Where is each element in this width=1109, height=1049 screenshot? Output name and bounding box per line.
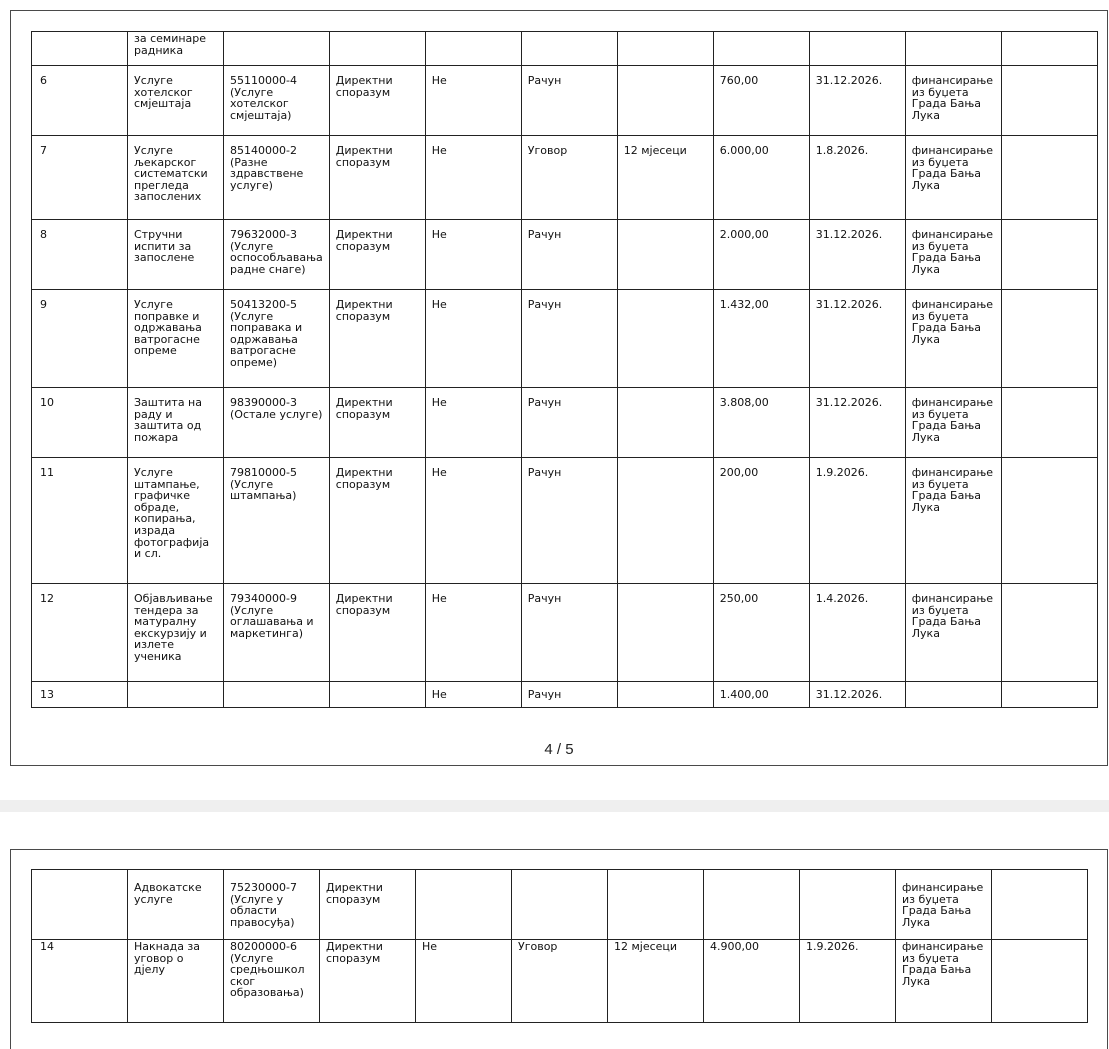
cell-split-lots: Не xyxy=(425,682,521,708)
cell-estimated-value: 1.432,00 xyxy=(713,290,809,388)
cell-cpv-code: 80200000-6 (Услуге средњошкол ског образовања) xyxy=(224,940,320,1023)
cell-funding-source xyxy=(905,682,1001,708)
cell-funding-source: финансирање из буџета Града Бања Лука xyxy=(905,584,1001,682)
cell-note xyxy=(1001,388,1097,458)
cell-contract-type xyxy=(512,870,608,940)
cell-contract-type: Уговор xyxy=(512,940,608,1023)
table-row xyxy=(32,290,1098,388)
cell-funding-source: финансирање из буџета Града Бања Лука xyxy=(905,388,1001,458)
cell-estimated-value: 3.808,00 xyxy=(713,388,809,458)
cell-date: 31.12.2026. xyxy=(809,66,905,136)
cell-contract-type: Рачун xyxy=(521,584,617,682)
cell-note xyxy=(1001,32,1097,66)
document-page-4 xyxy=(10,10,1108,766)
cell-date xyxy=(809,32,905,66)
cell-date: 31.12.2026. xyxy=(809,388,905,458)
cell-duration xyxy=(617,32,713,66)
cell-row-number: 11 xyxy=(32,458,128,584)
table-row xyxy=(32,32,1098,66)
cell-estimated-value: 760,00 xyxy=(713,66,809,136)
cell-funding-source: финансирање из буџета Града Бања Лука xyxy=(905,290,1001,388)
page-number: 4 / 5 xyxy=(544,741,574,758)
cell-funding-source: финансирање из буџета Града Бања Лука xyxy=(905,136,1001,220)
table-row xyxy=(32,870,1088,940)
cell-procedure xyxy=(329,32,425,66)
cell-date: 31.12.2026. xyxy=(809,290,905,388)
cell-duration xyxy=(617,458,713,584)
cell-contract-type: Уговор xyxy=(521,136,617,220)
cell-procedure: Директни споразум xyxy=(329,136,425,220)
cell-duration xyxy=(617,66,713,136)
cell-row-number: 13 xyxy=(32,682,128,708)
cell-split-lots xyxy=(425,32,521,66)
table-row xyxy=(32,220,1098,290)
cell-date: 1.9.2026. xyxy=(800,940,896,1023)
cell-duration xyxy=(608,870,704,940)
page-separator xyxy=(0,800,1109,812)
cell-cpv-code: 79810000-5 (Услуге штампања) xyxy=(224,458,330,584)
cell-duration xyxy=(617,388,713,458)
cell-contract-type: Рачун xyxy=(521,290,617,388)
cell-subject xyxy=(128,682,224,708)
cell-split-lots: Не xyxy=(425,290,521,388)
cell-cpv-code: 50413200-5 (Услуге поправака и одржавања ватрогасне опреме) xyxy=(224,290,330,388)
cell-note xyxy=(1001,682,1097,708)
cell-contract-type: Рачун xyxy=(521,220,617,290)
cell-note xyxy=(1001,458,1097,584)
cell-funding-source: финансирање из буџета Града Бања Лука xyxy=(905,220,1001,290)
cell-contract-type: Рачун xyxy=(521,682,617,708)
cell-split-lots: Не xyxy=(425,220,521,290)
cell-subject: за семинаре радника xyxy=(128,32,224,66)
cell-funding-source xyxy=(905,32,1001,66)
cell-subject: Заштита на раду и заштита од пожара xyxy=(128,388,224,458)
table-row xyxy=(32,388,1098,458)
cell-subject: Објављивање тендера за матуралну екскурзију и излете ученика xyxy=(128,584,224,682)
cell-procedure: Директни споразум xyxy=(329,220,425,290)
cell-date: 31.12.2026. xyxy=(809,682,905,708)
cell-cpv-code: 55110000-4 (Услуге хотелског смјештаја) xyxy=(224,66,330,136)
cell-cpv-code: 85140000-2 (Разне здравствене услуге) xyxy=(224,136,330,220)
procurement-table-page-5 xyxy=(31,869,1088,1023)
cell-procedure: Директни споразум xyxy=(329,458,425,584)
cell-row-number xyxy=(32,870,128,940)
cell-duration xyxy=(617,290,713,388)
cell-procedure: Директни споразум xyxy=(329,290,425,388)
cell-row-number: 10 xyxy=(32,388,128,458)
cell-row-number xyxy=(32,32,128,66)
cell-row-number: 7 xyxy=(32,136,128,220)
table-row xyxy=(32,584,1098,682)
cell-duration: 12 мјесеци xyxy=(617,136,713,220)
cell-subject: Стручни испити за запослене xyxy=(128,220,224,290)
cell-duration: 12 мјесеци xyxy=(608,940,704,1023)
cell-funding-source: финансирање из буџета Града Бања Лука xyxy=(905,66,1001,136)
cell-row-number: 6 xyxy=(32,66,128,136)
cell-contract-type xyxy=(521,32,617,66)
cell-estimated-value: 250,00 xyxy=(713,584,809,682)
cell-note xyxy=(1001,290,1097,388)
cell-subject: Накнада за уговор о дјелу xyxy=(128,940,224,1023)
cell-cpv-code: 98390000-3 (Остале услуге) xyxy=(224,388,330,458)
cell-split-lots: Не xyxy=(425,584,521,682)
cell-procedure xyxy=(329,682,425,708)
cell-estimated-value: 200,00 xyxy=(713,458,809,584)
cell-split-lots: Не xyxy=(425,458,521,584)
cell-subject: Услуге штампање, графичке обраде, копирања, израда фотографија и сл. xyxy=(128,458,224,584)
cell-row-number: 9 xyxy=(32,290,128,388)
cell-split-lots: Не xyxy=(425,66,521,136)
cell-procedure: Директни споразум xyxy=(329,66,425,136)
table-row xyxy=(32,940,1088,1023)
cell-cpv-code xyxy=(224,682,330,708)
table-row xyxy=(32,136,1098,220)
cell-note xyxy=(1001,584,1097,682)
cell-funding-source: финансирање из буџета Града Бања Лука xyxy=(896,870,992,940)
cell-subject: Услуге поправке и одржавања ватрогасне опреме xyxy=(128,290,224,388)
cell-note xyxy=(992,940,1088,1023)
table-row xyxy=(32,458,1098,584)
cell-estimated-value: 6.000,00 xyxy=(713,136,809,220)
cell-date: 31.12.2026. xyxy=(809,220,905,290)
cell-estimated-value xyxy=(713,32,809,66)
cell-estimated-value: 1.400,00 xyxy=(713,682,809,708)
cell-subject: Услуге хотелског смјештаја xyxy=(128,66,224,136)
cell-date xyxy=(800,870,896,940)
cell-split-lots: Не xyxy=(425,136,521,220)
cell-estimated-value: 4.900,00 xyxy=(704,940,800,1023)
cell-procedure: Директни споразум xyxy=(329,388,425,458)
document-page-5 xyxy=(10,849,1108,1049)
cell-contract-type: Рачун xyxy=(521,458,617,584)
cell-date: 1.4.2026. xyxy=(809,584,905,682)
cell-date: 1.8.2026. xyxy=(809,136,905,220)
cell-procedure: Директни споразум xyxy=(329,584,425,682)
cell-row-number: 8 xyxy=(32,220,128,290)
cell-cpv-code xyxy=(224,32,330,66)
cell-contract-type: Рачун xyxy=(521,388,617,458)
cell-cpv-code: 79340000-9 (Услуге оглашавања и маркетинга) xyxy=(224,584,330,682)
cell-split-lots: Не xyxy=(425,388,521,458)
cell-duration xyxy=(617,682,713,708)
cell-estimated-value: 2.000,00 xyxy=(713,220,809,290)
cell-split-lots: Не xyxy=(416,940,512,1023)
cell-funding-source: финансирање из буџета Града Бања Лука xyxy=(896,940,992,1023)
procurement-table-page-4 xyxy=(31,31,1098,708)
cell-note xyxy=(1001,66,1097,136)
cell-procedure: Директни споразум xyxy=(320,940,416,1023)
cell-note xyxy=(992,870,1088,940)
cell-contract-type: Рачун xyxy=(521,66,617,136)
table-row xyxy=(32,682,1098,708)
cell-subject: Адвокатске услуге xyxy=(128,870,224,940)
cell-row-number: 12 xyxy=(32,584,128,682)
cell-estimated-value xyxy=(704,870,800,940)
cell-row-number: 14 xyxy=(32,940,128,1023)
cell-duration xyxy=(617,220,713,290)
cell-duration xyxy=(617,584,713,682)
cell-date: 1.9.2026. xyxy=(809,458,905,584)
cell-cpv-code: 75230000-7 (Услуге у области правосуђа) xyxy=(224,870,320,940)
cell-cpv-code: 79632000-3 (Услуге оспособљавања радне снаге) xyxy=(224,220,330,290)
cell-split-lots xyxy=(416,870,512,940)
cell-funding-source: финансирање из буџета Града Бања Лука xyxy=(905,458,1001,584)
cell-note xyxy=(1001,136,1097,220)
table-row xyxy=(32,66,1098,136)
cell-procedure: Директни споразум xyxy=(320,870,416,940)
cell-subject: Услуге љекарског систематски прегледа запослених xyxy=(128,136,224,220)
cell-note xyxy=(1001,220,1097,290)
